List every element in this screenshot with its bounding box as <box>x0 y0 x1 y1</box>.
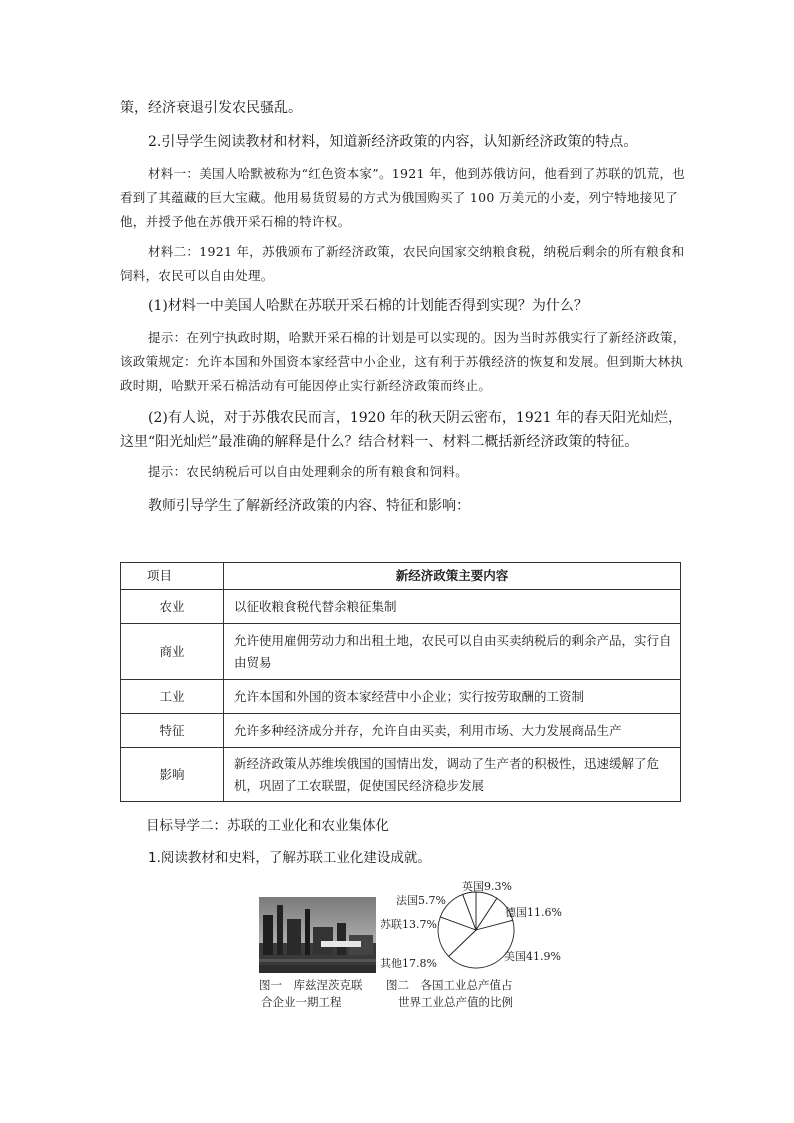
table-cell-content: 允许多种经济成分并存，允许自由买卖，利用市场、大力发展商品生产 <box>224 714 681 748</box>
question-2: (2)有人说，对于苏俄农民而言，1920 年的秋天阴云密布，1921 年的春天阳光灿烂，这里“阳光灿烂”最准确的解释是什么？结合材料一、材料二概括新经济政策的特征。 <box>120 410 682 450</box>
table-row <box>121 590 681 624</box>
pie-label-france: 法国5.7% <box>396 894 446 907</box>
industrial-output-pie-chart <box>378 878 578 978</box>
table-cell-content: 新经济政策从苏维埃俄国的国情出发，调动了生产者的积极性，迅速缓解了危机，巩固了工农联盟，促使国民经济稳步发展 <box>224 748 681 802</box>
figure-2-caption-line2: 世界工业总产值的比例 <box>398 995 513 1009</box>
pie-label-usa: 美国41.9% <box>504 950 561 963</box>
table-row <box>121 748 681 802</box>
table-cell-item: 影响 <box>121 748 224 802</box>
table-cell-item: 商业 <box>121 624 224 680</box>
table-cell-content: 以征收粮食税代替余粮征集制 <box>224 590 681 624</box>
table-row <box>121 714 681 748</box>
figure-1-caption-line2: 合企业一期工程 <box>261 995 342 1009</box>
figure-2-caption <box>386 977 513 1011</box>
figure-1-caption <box>259 977 363 1011</box>
table-cell-content: 允许本国和外国的资本家经营中小企业；实行按劳取酬的工资制 <box>224 680 681 714</box>
policy-table <box>120 562 681 802</box>
table-cell-item: 工业 <box>121 680 224 714</box>
material-one: 材料一：美国人哈默被称为“红色资本家”。1921 年，他到苏俄访问，他看到了苏联的饥荒，也看到了其蕴藏的巨大宝藏。他用易货贸易的方式为俄国购买了 100 万美元的小麦，列宁特地接见了他，并授予他在苏俄开采石棉的特许权。 <box>120 166 686 229</box>
figure-1-caption-line1: 图一 库兹涅茨克联 <box>259 978 363 992</box>
pie-label-germany: 德国11.6% <box>505 906 562 919</box>
factory-photo <box>259 897 376 973</box>
table-cell-content: 允许使用雇佣劳动力和出租土地，农民可以自由买卖纳税后的剩余产品，实行自由贸易 <box>224 624 681 680</box>
table-header-content: 新经济政策主要内容 <box>224 563 681 590</box>
question-1: (1)材料一中美国人哈默在苏联开采石棉的计划能否得到实现？为什么？ <box>148 298 588 314</box>
table-cell-item: 特征 <box>121 714 224 748</box>
pie-label-other: 其他17.8% <box>380 957 437 970</box>
figure-2-caption-line1: 图二 各国工业总产值占 <box>386 978 513 992</box>
table-header-row <box>121 563 681 590</box>
teacher-guidance: 教师引导学生了解新经济政策的内容、特征和影响： <box>148 498 470 514</box>
step-1-instruction: 1.阅读教材和史料，了解苏联工业化建设成就。 <box>148 850 431 866</box>
paragraph-continuation: 策，经济衰退引发农民骚乱。 <box>120 100 302 116</box>
table-cell-item: 农业 <box>121 590 224 624</box>
factory-photo-image <box>259 897 376 973</box>
hint-2: 提示：农民纳税后可以自由处理剩余的所有粮食和饲料。 <box>148 464 469 479</box>
table-header-item: 项目 <box>121 563 224 590</box>
pie-label-england: 英国9.3% <box>462 880 512 893</box>
goal-heading-2: 目标导学二：苏联的工业化和农业集体化 <box>146 818 389 834</box>
hint-1: 提示：在列宁执政时期，哈默开采石棉的计划是可以实现的。因为当时苏俄实行了新经济政策，该政策规定：允许本国和外国资本家经营中小企业，这有利于苏俄经济的恢复和发展。但到斯大林执政时期，哈默开采石棉活动有可能因停止实行新经济政策而终止。 <box>120 330 686 393</box>
table-row <box>121 680 681 714</box>
material-two: 材料二：1921 年，苏俄颁布了新经济政策，农民向国家交纳粮食税，纳税后剩余的所有粮食和饲料，农民可以自由处理。 <box>120 244 685 283</box>
table-row <box>121 624 681 680</box>
pie-label-ussr: 苏联13.7% <box>380 918 437 931</box>
pie-slices <box>438 892 514 968</box>
step-2-instruction: 2.引导学生阅读教材和材料，知道新经济政策的内容，认知新经济政策的特点。 <box>148 134 638 150</box>
